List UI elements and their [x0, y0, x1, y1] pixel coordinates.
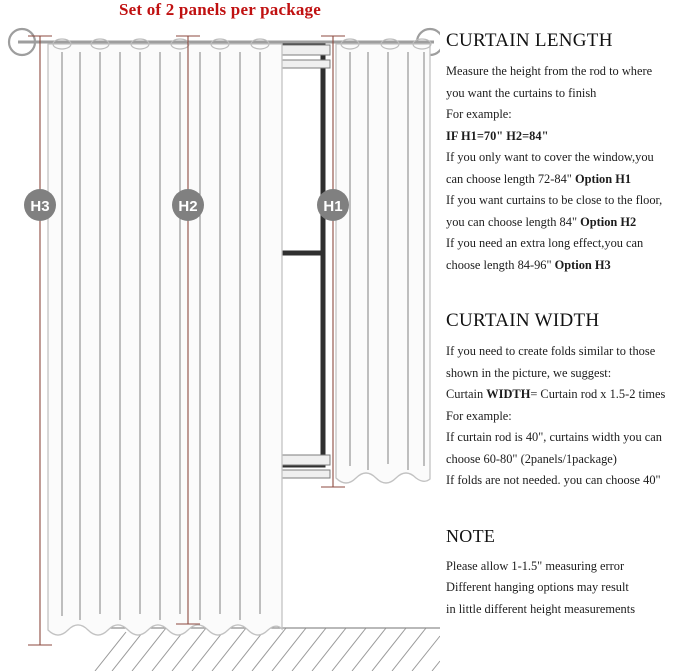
instruction-line: Curtain WIDTH= Curtain rod x 1.5-2 times [446, 387, 666, 401]
floor-hatching [95, 628, 440, 671]
instruction-line: If you need an extra long effect,you can [446, 236, 644, 250]
instruction-line: you want the curtains to finish [446, 85, 597, 100]
section-lines-curtain-length [446, 61, 679, 276]
instruction-line: Please allow 1-1.5" measuring error [446, 558, 625, 573]
section-note [446, 526, 679, 621]
page-title: Set of 2 panels per package [118, 0, 321, 19]
marker-h1-label: H1 [323, 198, 343, 215]
marker-h1 [317, 189, 349, 221]
instruction-line: can choose length 72-84" Option H1 [446, 171, 632, 186]
section-heading-curtain-length: CURTAIN LENGTH [446, 30, 613, 51]
instruction-line: choose length 84-96" Option H3 [446, 257, 611, 272]
instruction-line: choose 60-80" (2panels/1package) [446, 451, 617, 466]
instruction-line: For example: [446, 408, 512, 423]
instruction-line: If you need to create folds similar to those [446, 344, 656, 358]
marker-h2 [172, 189, 204, 221]
instruction-line: Measure the height from the rod to where [446, 64, 653, 78]
instruction-line: If curtain rod is 40", curtains width you can [446, 430, 662, 444]
instruction-line: shown in the picture, we suggest: [446, 365, 612, 380]
instruction-line: Different hanging options may result [446, 580, 629, 594]
instruction-line: If folds are not needed. you can choose 40" [446, 473, 661, 487]
section-curtain-width [446, 310, 679, 492]
instruction-line: you can choose length 84" Option H2 [446, 214, 637, 229]
section-lines-note [446, 556, 679, 621]
section-heading-curtain-width: CURTAIN WIDTH [446, 310, 600, 331]
instructions-column [446, 30, 679, 638]
instruction-line: If you only want to cover the window,you [446, 150, 654, 164]
curtain-panel-left [48, 44, 282, 635]
instruction-line: For example: [446, 107, 512, 121]
section-lines-curtain-width [446, 341, 679, 492]
marker-h3-label: H3 [30, 198, 50, 215]
marker-h2-label: H2 [178, 198, 198, 215]
instruction-line: in little different height measurements [446, 601, 636, 616]
section-curtain-length [446, 30, 679, 276]
marker-h3 [24, 189, 56, 221]
instruction-line: If you want curtains to be close to the floor, [446, 193, 663, 207]
section-heading-note: NOTE [446, 525, 496, 546]
instruction-line: IF H1=70" H2=84" [446, 128, 549, 143]
